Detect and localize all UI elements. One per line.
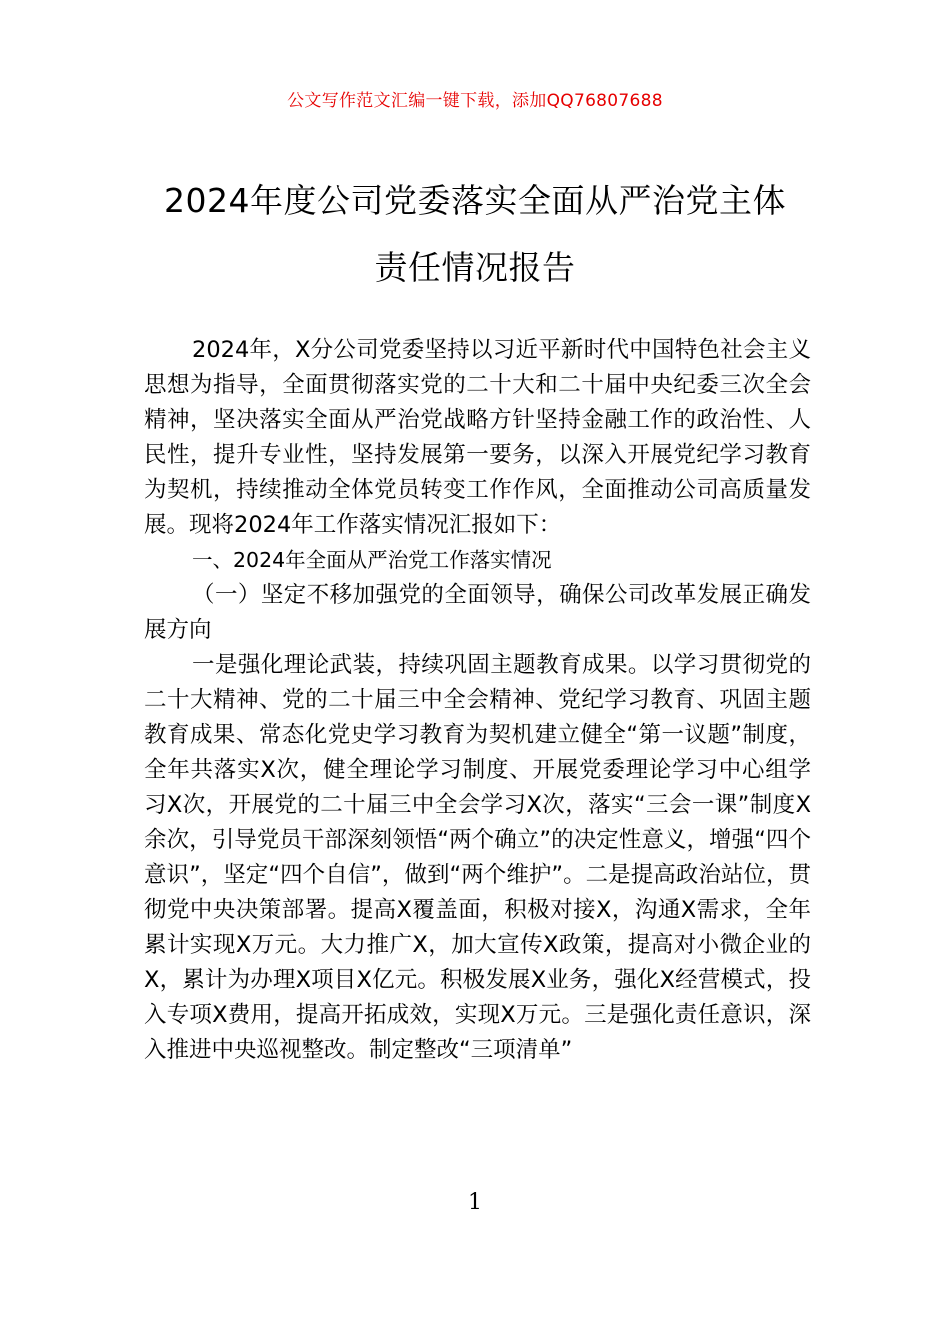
document-title-line-1: 2024年度公司党委落实全面从严治党主体 bbox=[164, 181, 786, 220]
document-body bbox=[144, 333, 811, 1068]
subsection-heading-1: （一）坚定不移加强党的全面领导，确保公司改革发展正确发展方向 bbox=[144, 582, 811, 643]
document-title-line-2: 责任情况报告 bbox=[374, 248, 576, 287]
section-heading-1: 一、2024年全面从严治党工作落实情况 bbox=[192, 548, 552, 572]
intro-paragraph: 2024年，X分公司党委坚持以习近平新时代中国特色社会主义思想为指导，全面贯彻落实党的二十大和二十届中央纪委三次全会精神，坚决落实全面从严治党战略方针坚持金融工作的政治性、人民性，提升专业性，坚持发展第一要务，以深入开展党纪学习教育为契机，持续推动全体党员转变工作作风，全面推动公司高质量发展。现将2024年工作落实情况汇报如下： bbox=[144, 337, 811, 538]
body-paragraph: 一是强化理论武装，持续巩固主题教育成果。以学习贯彻党的二十大精神、党的二十届三中全会精神、党纪学习教育、巩固主题教育成果、常态化党史学习教育为契机建立健全“第一议题”制度，全年共落实X次，健全理论学习制度、开展党委理论学习中心组学习X次，开展党的二十届三中全会学习X次，落实“三会一课”制度X余次，引导党员干部深刻领悟“两个确立”的决定性意义，增强“四个意识”，坚定“四个自信”，做到“两个维护”。二是提高政治站位，贯彻党中央决策部署。提高X覆盖面，积极对接X，沟通X需求，全年累计实现X万元。大力推广X，加大宣传X政策，提高对小微企业的X，累计为办理X项目X亿元。积极发展X业务，强化X经营模式，投入专项X费用，提高开拓成效，实现X万元。三是强化责任意识，深入推进中央巡视整改。制定整改“三项清单” bbox=[144, 652, 811, 1063]
download-notice: 公文写作范文汇编一键下载，添加QQ76807688 bbox=[287, 91, 663, 111]
page-number: 1 bbox=[468, 1190, 482, 1215]
